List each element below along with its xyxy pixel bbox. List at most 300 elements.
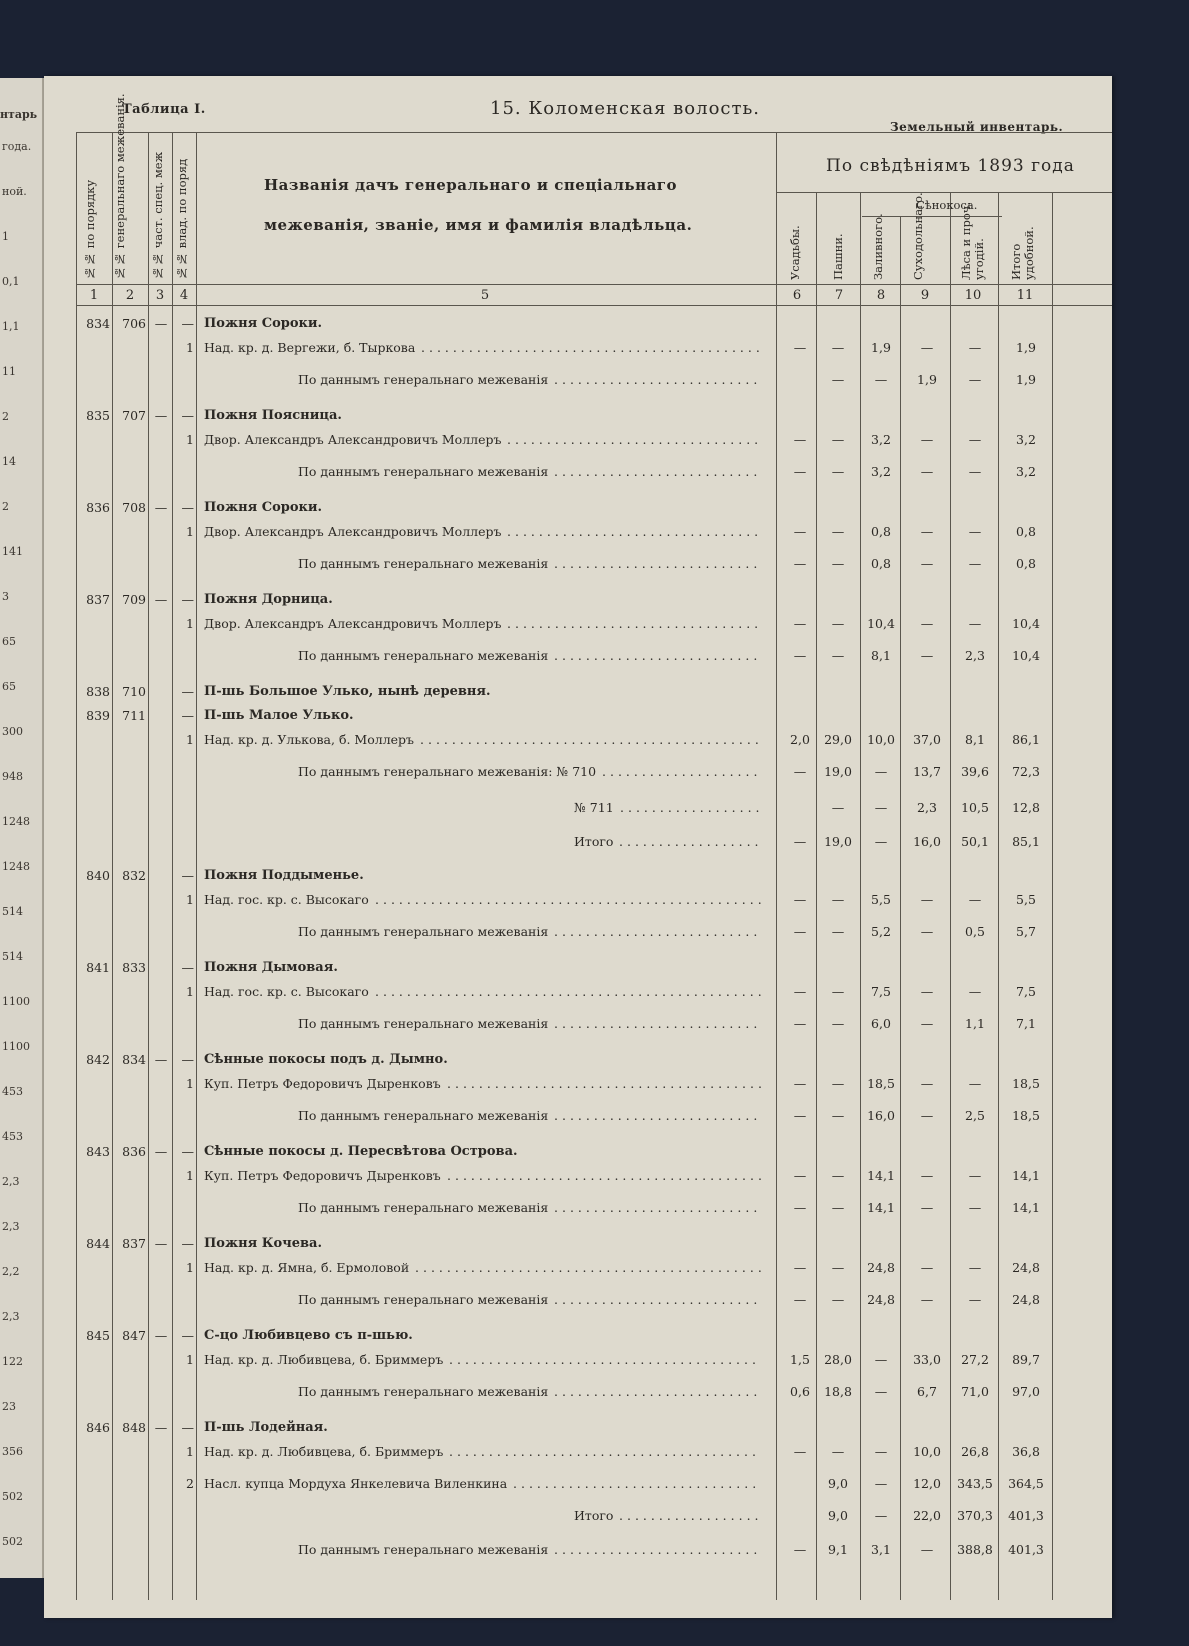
value-col-7: — xyxy=(831,892,845,907)
colnum-8: 8 xyxy=(876,288,886,303)
cell-c2: 836 xyxy=(122,1144,146,1159)
cell-c2: 706 xyxy=(122,316,146,331)
value-col-7: — xyxy=(831,524,845,539)
left-page-fragment: 514 xyxy=(2,905,23,918)
value-col-11: 1,9 xyxy=(1016,340,1036,355)
leader-dots: ................................................. xyxy=(375,984,766,999)
value-col-9: — xyxy=(920,1292,934,1307)
value-col-10: 343,5 xyxy=(957,1476,993,1491)
entry-title: П-шь Лодейная. xyxy=(204,1420,328,1435)
value-col-6: 2,0 xyxy=(790,732,810,747)
col-sep-9 xyxy=(950,192,951,1600)
value-col-11: 97,0 xyxy=(1012,1384,1040,1399)
colnum-10: 10 xyxy=(964,288,982,303)
value-col-10: — xyxy=(968,892,982,907)
left-page-fragment: года. xyxy=(2,140,32,153)
value-col-8: — xyxy=(874,1352,888,1367)
owner-text: Насл. купца Мордуха Янкелевича Виленкина xyxy=(204,1476,508,1491)
value-col-10: 2,3 xyxy=(965,648,985,663)
cell-c4: 1 xyxy=(186,892,194,907)
value-col-9: — xyxy=(920,892,934,907)
value-col-10: — xyxy=(968,1200,982,1215)
cell-c4: 1 xyxy=(186,984,194,999)
left-page-fragment: 23 xyxy=(2,1400,16,1413)
colnum-3: 3 xyxy=(155,288,165,303)
entry-title: П-шь Малое Улько. xyxy=(204,708,354,723)
col-sep-11 xyxy=(1052,192,1053,1600)
value-col-8: 8,1 xyxy=(871,648,891,663)
left-page-fragment: 948 xyxy=(2,770,23,783)
leader-dots: ................................ xyxy=(507,524,763,539)
owner-text: Куп. Петръ Федоровичъ Дыренковъ xyxy=(204,1076,441,1091)
gen-survey-text: По даннымъ генеральнаго межеванія: № 710 xyxy=(298,764,597,779)
value-col-6: — xyxy=(793,616,807,631)
value-col-8: 0,8 xyxy=(871,556,891,571)
value-col-7: — xyxy=(831,616,845,631)
left-page-fragment: 2,3 xyxy=(2,1220,20,1233)
value-col-11: 364,5 xyxy=(1008,1476,1044,1491)
leader-dots: .......................... xyxy=(554,1016,762,1031)
value-col-9: — xyxy=(920,1076,934,1091)
leader-dots: .......................... xyxy=(554,924,762,939)
value-col-11: 7,1 xyxy=(1016,1016,1036,1031)
value-col-9: 1,9 xyxy=(917,372,937,387)
value-col-10: — xyxy=(968,464,982,479)
value-col-7: — xyxy=(831,1076,845,1091)
group-header: По свѣдѣніямъ 1893 года xyxy=(826,156,1075,176)
cell-c2: 848 xyxy=(122,1420,146,1435)
value-col-7: — xyxy=(831,1108,845,1123)
cell-c4: 1 xyxy=(186,1076,194,1091)
leader-dots: .................. xyxy=(620,800,764,815)
left-page-fragment: 122 xyxy=(2,1355,23,1368)
cell-c4: 2 xyxy=(186,1476,194,1491)
leader-dots: .................... xyxy=(602,764,762,779)
value-col-7: 19,0 xyxy=(824,764,852,779)
cell-c4: — xyxy=(181,592,194,607)
value-col-6: — xyxy=(793,1076,807,1091)
left-page-fragment: 2,2 xyxy=(2,1265,20,1278)
value-col-6: — xyxy=(793,984,807,999)
value-col-9: 22,0 xyxy=(913,1508,941,1523)
entry-title: Сѣнные покосы д. Пересвѣтова Острова. xyxy=(204,1144,518,1159)
owner-text: Над. кр. д. Любивцева, б. Бриммеръ xyxy=(204,1352,444,1367)
cell-c4: 1 xyxy=(186,1168,194,1183)
value-col-11: 14,1 xyxy=(1012,1168,1040,1183)
left-page-fragment: 453 xyxy=(2,1085,23,1098)
value-col-6: — xyxy=(793,1444,807,1459)
cell-c4: — xyxy=(181,408,194,423)
cell-c4: 1 xyxy=(186,340,194,355)
value-col-6: — xyxy=(793,1260,807,1275)
value-col-8: — xyxy=(874,834,888,849)
header-top-rule xyxy=(76,132,1112,133)
value-col-9: — xyxy=(920,432,934,447)
value-col-11: 0,8 xyxy=(1016,524,1036,539)
leader-dots: .......................... xyxy=(554,648,762,663)
cell-c1: 846 xyxy=(86,1420,110,1435)
value-col-6: — xyxy=(793,892,807,907)
value-col-6: — xyxy=(793,1200,807,1215)
gen-survey-text: По даннымъ генеральнаго межеванія xyxy=(298,1016,549,1031)
left-page-fragment: 1100 xyxy=(2,1040,30,1053)
value-col-8: — xyxy=(874,1476,888,1491)
cell-c3: — xyxy=(154,316,168,331)
value-col-6: — xyxy=(793,1542,807,1557)
col-sep-7 xyxy=(860,192,861,1600)
colnum-1: 1 xyxy=(89,288,99,303)
value-col-9: 16,0 xyxy=(913,834,941,849)
senokosa-header: Сѣнокоса. xyxy=(916,198,978,212)
col3-header: №№ част. спец. меж xyxy=(151,151,165,280)
gen-survey-text: По даннымъ генеральнаго межеванія xyxy=(298,1384,549,1399)
gen-survey-text: По даннымъ генеральнаго межеванія xyxy=(298,1200,549,1215)
left-page-fragment: 2 xyxy=(2,410,9,423)
value-col-7: 18,8 xyxy=(824,1384,852,1399)
value-col-8: 5,2 xyxy=(871,924,891,939)
left-page-fragment: 1248 xyxy=(2,860,30,873)
value-col-7: — xyxy=(831,372,845,387)
owner-text: Над. кр. д. Улькова, б. Моллеръ xyxy=(204,732,414,747)
value-col-11: 72,3 xyxy=(1012,764,1040,779)
value-col-9: — xyxy=(920,464,934,479)
cell-c3: — xyxy=(154,1328,168,1343)
leader-dots: ............................... xyxy=(513,1476,761,1491)
cell-c1: 838 xyxy=(86,684,110,699)
col5-header-line2: межеванія, званіе, имя и фамилія владѣльца. xyxy=(264,216,693,234)
cell-c1: 845 xyxy=(86,1328,110,1343)
value-col-7: — xyxy=(831,340,845,355)
page-title: 15. Коломенская волость. xyxy=(490,98,760,119)
leader-dots: .......................... xyxy=(554,372,762,387)
value-col-6: — xyxy=(793,764,807,779)
col4-header: №№ влад. по поряд xyxy=(175,158,189,280)
value-col-9: — xyxy=(920,340,934,355)
entry-title: Пожня Сороки. xyxy=(204,316,323,331)
header-bottom-rule xyxy=(76,284,1112,285)
value-col-9: 6,7 xyxy=(917,1384,937,1399)
value-col-9: — xyxy=(920,524,934,539)
value-col-8: — xyxy=(874,1508,888,1523)
value-col-8: — xyxy=(874,764,888,779)
value-col-11: 401,3 xyxy=(1008,1508,1044,1523)
col2-header: №№ генеральнаго межеванія. xyxy=(113,93,127,280)
document-page xyxy=(44,76,1112,1618)
value-col-8: 7,5 xyxy=(871,984,891,999)
entry-title: Пожня Поясница. xyxy=(204,408,342,423)
leader-dots: ....................................... xyxy=(449,1352,760,1367)
cell-c4: 1 xyxy=(186,432,194,447)
owner-text: Двор. Александръ Александровичъ Моллеръ xyxy=(204,616,502,631)
left-page-fragment: 453 xyxy=(2,1130,23,1143)
leader-dots: .......................... xyxy=(554,1542,762,1557)
gen-survey-text: По даннымъ генеральнаго межеванія xyxy=(298,1292,549,1307)
value-col-6: — xyxy=(793,1016,807,1031)
value-col-8: — xyxy=(874,800,888,815)
cell-c4: 1 xyxy=(186,1260,194,1275)
cell-c4: 1 xyxy=(186,1444,194,1459)
value-col-8: 3,1 xyxy=(871,1542,891,1557)
value-col-9: 13,7 xyxy=(913,764,941,779)
value-col-10: 0,5 xyxy=(965,924,985,939)
value-col-9: — xyxy=(920,1260,934,1275)
value-col-10: — xyxy=(968,616,982,631)
left-page-fragment: 356 xyxy=(2,1445,23,1458)
value-col-10: 27,2 xyxy=(961,1352,989,1367)
value-col-11: 401,3 xyxy=(1008,1542,1044,1557)
col-sep-10 xyxy=(998,192,999,1600)
cell-c2: 709 xyxy=(122,592,146,607)
value-col-7: 28,0 xyxy=(824,1352,852,1367)
entry-title: Пожня Дорница. xyxy=(204,592,333,607)
cell-c4: — xyxy=(181,708,194,723)
value-col-10: — xyxy=(968,524,982,539)
cell-c2: 832 xyxy=(122,868,146,883)
owner-text: Над. гос. кр. с. Высокаго xyxy=(204,892,369,907)
table-left-border xyxy=(76,132,77,1600)
group-rule xyxy=(776,192,1112,193)
col1-header: №№ по порядку xyxy=(83,179,97,280)
value-col-6: — xyxy=(793,1168,807,1183)
left-page-fragment: 2,3 xyxy=(2,1175,20,1188)
section-label: Земельный инвентарь. xyxy=(890,120,1064,134)
value-col-7: — xyxy=(831,1444,845,1459)
cell-c1: 834 xyxy=(86,316,110,331)
cell-c1: 836 xyxy=(86,500,110,515)
value-col-8: 14,1 xyxy=(867,1200,895,1215)
value-col-6: 0,6 xyxy=(790,1384,810,1399)
left-page-fragment: 14 xyxy=(2,455,16,468)
cell-c2: 834 xyxy=(122,1052,146,1067)
value-col-7: 9,0 xyxy=(828,1476,848,1491)
cell-c3: — xyxy=(154,500,168,515)
left-page-fragment: 300 xyxy=(2,725,23,738)
value-col-6: — xyxy=(793,1108,807,1123)
cell-c4: — xyxy=(181,1052,194,1067)
leader-dots: ............................................ xyxy=(415,1260,766,1275)
leader-dots: ....................................... xyxy=(449,1444,760,1459)
value-col-10: 50,1 xyxy=(961,834,989,849)
value-col-11: 18,5 xyxy=(1012,1076,1040,1091)
value-col-9: — xyxy=(920,984,934,999)
leader-dots: .................. xyxy=(619,834,763,849)
cell-c1: 844 xyxy=(86,1236,110,1251)
cell-c4: 1 xyxy=(186,616,194,631)
value-col-10: 388,8 xyxy=(957,1542,993,1557)
cell-c4: 1 xyxy=(186,1352,194,1367)
left-page-fragment: 2 xyxy=(2,500,9,513)
value-col-9: — xyxy=(920,556,934,571)
value-col-8: 0,8 xyxy=(871,524,891,539)
value-col-9: — xyxy=(920,1168,934,1183)
value-col-7: — xyxy=(831,648,845,663)
entry-title: Пожня Кочева. xyxy=(204,1236,322,1251)
value-col-10: — xyxy=(968,556,982,571)
cell-c3: — xyxy=(154,1144,168,1159)
leader-dots: ........................................... xyxy=(420,732,763,747)
value-col-9: — xyxy=(920,1200,934,1215)
value-col-8: 10,4 xyxy=(867,616,895,631)
leader-dots: ........................................ xyxy=(447,1076,766,1091)
value-col-11: 5,7 xyxy=(1016,924,1036,939)
left-page-fragment: 65 xyxy=(2,635,16,648)
left-page-fragment: 1100 xyxy=(2,995,30,1008)
value-col-7: — xyxy=(831,1200,845,1215)
owner-text: Над. кр. д. Любивцева, б. Бриммеръ xyxy=(204,1444,444,1459)
cell-c2: 707 xyxy=(122,408,146,423)
value-col-10: — xyxy=(968,432,982,447)
gen-survey-text: По даннымъ генеральнаго межеванія xyxy=(298,464,549,479)
cell-c4: — xyxy=(181,684,194,699)
gen-survey-text: По даннымъ генеральнаго межеванія xyxy=(298,924,549,939)
value-col-11: 85,1 xyxy=(1012,834,1040,849)
value-col-9: — xyxy=(920,616,934,631)
left-page-fragment: ной. xyxy=(2,185,27,198)
gen-survey-text: По даннымъ генеральнаго межеванія xyxy=(298,648,549,663)
value-col-8: 24,8 xyxy=(867,1260,895,1275)
col7-header: Пашни. xyxy=(831,233,845,280)
col-sep-2 xyxy=(148,132,149,1600)
cell-c3: — xyxy=(154,1420,168,1435)
entry-title: С-цо Любивцево съ п-шью. xyxy=(204,1328,413,1343)
gen-survey-text: По даннымъ генеральнаго межеванія xyxy=(298,556,549,571)
cell-c4: — xyxy=(181,500,194,515)
leader-dots: ........................................ xyxy=(447,1168,766,1183)
leader-dots: .......................... xyxy=(554,1384,762,1399)
gen-survey-text: По даннымъ генеральнаго межеванія xyxy=(298,1542,549,1557)
entry-title: Сѣнные покосы подъ д. Дымно. xyxy=(204,1052,448,1067)
entry-title: Пожня Дымовая. xyxy=(204,960,338,975)
cell-c2: 708 xyxy=(122,500,146,515)
colnum-9: 9 xyxy=(920,288,930,303)
cell-c4: 1 xyxy=(186,524,194,539)
value-col-8: 3,2 xyxy=(871,464,891,479)
value-col-9: 33,0 xyxy=(913,1352,941,1367)
cell-c3: — xyxy=(154,592,168,607)
owner-text: Над. кр. д. Ямна, б. Ермоловой xyxy=(204,1260,410,1275)
col8-header: Заливного. xyxy=(871,213,885,280)
left-page-fragment: 11 xyxy=(2,365,16,378)
colnum-5: 5 xyxy=(480,288,490,303)
owner-text: Над. кр. д. Вергежи, б. Тыркова xyxy=(204,340,416,355)
left-page-edge xyxy=(0,78,44,1578)
colnum-2: 2 xyxy=(125,288,135,303)
value-col-8: 18,5 xyxy=(867,1076,895,1091)
value-col-8: 5,5 xyxy=(871,892,891,907)
value-col-7: 9,1 xyxy=(828,1542,848,1557)
value-col-6: — xyxy=(793,524,807,539)
value-col-9: — xyxy=(920,1016,934,1031)
value-col-8: 6,0 xyxy=(871,1016,891,1031)
value-col-10: — xyxy=(968,1168,982,1183)
left-page-fragment: 65 xyxy=(2,680,16,693)
value-col-7: — xyxy=(831,924,845,939)
value-col-6: — xyxy=(793,1292,807,1307)
value-col-11: 36,8 xyxy=(1012,1444,1040,1459)
cell-c4: — xyxy=(181,316,194,331)
left-page-fragment: 502 xyxy=(2,1490,23,1503)
leader-dots: .......................... xyxy=(554,556,762,571)
cell-c1: 840 xyxy=(86,868,110,883)
gen-survey-text: По даннымъ генеральнаго межеванія xyxy=(298,1108,549,1123)
value-col-6: 1,5 xyxy=(790,1352,810,1367)
left-page-fragment: 141 xyxy=(2,545,23,558)
value-col-7: — xyxy=(831,1260,845,1275)
value-col-10: 26,8 xyxy=(961,1444,989,1459)
value-col-9: — xyxy=(920,1542,934,1557)
value-col-10: 71,0 xyxy=(961,1384,989,1399)
col11-header: Итого удобной. xyxy=(1009,226,1036,280)
value-col-11: 10,4 xyxy=(1012,616,1040,631)
value-col-9: — xyxy=(920,648,934,663)
value-col-10: 370,3 xyxy=(957,1508,993,1523)
value-col-6: — xyxy=(793,834,807,849)
value-col-7: 29,0 xyxy=(824,732,852,747)
value-col-7: — xyxy=(831,1016,845,1031)
value-col-7: — xyxy=(831,1292,845,1307)
colnum-rule xyxy=(76,305,1112,306)
value-col-10: — xyxy=(968,340,982,355)
cell-c4: 1 xyxy=(186,732,194,747)
cell-c1: 835 xyxy=(86,408,110,423)
cell-c1: 841 xyxy=(86,960,110,975)
subtotal-text: № 711 xyxy=(574,800,614,815)
value-col-8: 24,8 xyxy=(867,1292,895,1307)
leader-dots: .................. xyxy=(619,1508,763,1523)
value-col-11: 24,8 xyxy=(1012,1260,1040,1275)
value-col-11: 24,8 xyxy=(1012,1292,1040,1307)
value-col-11: 12,8 xyxy=(1012,800,1040,815)
value-col-8: 3,2 xyxy=(871,432,891,447)
cell-c4: — xyxy=(181,1328,194,1343)
value-col-11: 7,5 xyxy=(1016,984,1036,999)
col-sep-4 xyxy=(196,132,197,1600)
col9-header: Суходольнаго. xyxy=(911,192,925,280)
value-col-7: — xyxy=(831,800,845,815)
value-col-10: — xyxy=(968,984,982,999)
value-col-9: 2,3 xyxy=(917,800,937,815)
value-col-10: — xyxy=(968,1292,982,1307)
owner-text: Двор. Александръ Александровичъ Моллеръ xyxy=(204,524,502,539)
cell-c3: — xyxy=(154,408,168,423)
value-col-8: — xyxy=(874,372,888,387)
left-page-fragment: 3 xyxy=(2,590,9,603)
value-col-9: 37,0 xyxy=(913,732,941,747)
cell-c4: — xyxy=(181,960,194,975)
entry-title: Пожня Поддыменье. xyxy=(204,868,364,883)
value-col-7: 19,0 xyxy=(824,834,852,849)
left-page-fragment: 502 xyxy=(2,1535,23,1548)
value-col-10: — xyxy=(968,372,982,387)
value-col-6: — xyxy=(793,556,807,571)
value-col-10: 1,1 xyxy=(965,1016,985,1031)
colnum-7: 7 xyxy=(834,288,844,303)
value-col-8: 1,9 xyxy=(871,340,891,355)
colnum-6: 6 xyxy=(792,288,802,303)
leader-dots: ................................ xyxy=(507,432,763,447)
colnum-11: 11 xyxy=(1016,288,1034,303)
col-sep-1 xyxy=(112,132,113,1600)
value-col-7: — xyxy=(831,464,845,479)
leader-dots: ................................................. xyxy=(375,892,766,907)
cell-c2: 710 xyxy=(122,684,146,699)
value-col-10: 8,1 xyxy=(965,732,985,747)
leader-dots: .......................... xyxy=(554,464,762,479)
leader-dots: ........................................... xyxy=(421,340,764,355)
owner-text: Над. гос. кр. с. Высокаго xyxy=(204,984,369,999)
cell-c1: 843 xyxy=(86,1144,110,1159)
value-col-10: 10,5 xyxy=(961,800,989,815)
